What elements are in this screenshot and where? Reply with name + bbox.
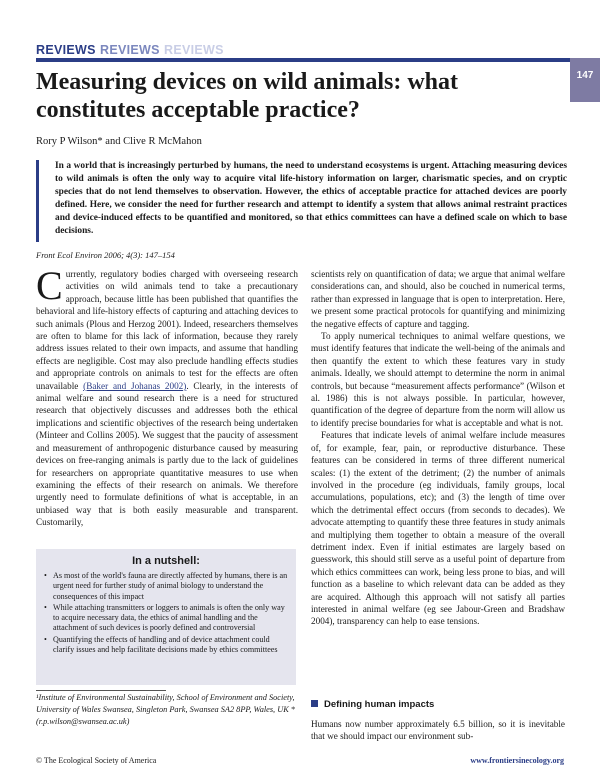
nutshell-item-text: Quantifying the effects of handling and of device attachment could clarify issues and help facilitate decisions made by ethics committees	[53, 634, 278, 655]
reference-link[interactable]: (Baker and Johanas 2002)	[83, 380, 187, 391]
body-paragraph: Features that indicate levels of animal welfare include measures of, for example, fear, pain, or reproductive disturbance. These features can be considered in terms of three different numerical scales: (1) the extent of the detriment; (2) the number of animals involved in the procedure (eg individuals, family groups, local accumulations, populations, etc); and (3) the length of time over which the detrimental effect occurs (from seconds to decades). We advocate attempting to quantify these three features in study animals and multiplying them together to obtain a measure of the overall detriment index. Even if initial estimates are largely based on guesswork, this should still serve as a useful point of departure from which ethics committees can work, being less prone to bias, and will function as a baseline to which relevant data can be added as they are acquired. Although this approach will not satisfy all parties interested in animal welfare (eg see Jabour-Green and Bradshaw 2004), transparency can help to ease tensions.	[311, 430, 565, 627]
body-paragraph: scientists rely on quantification of data; we argue that animal welfare considerations can, and should, also be couched in numerical terms, rather than expressed in language that is open to interpretation. Here, we present some practical protocols for quantifying and minimizing the negative effects of capture and tagging.	[311, 269, 565, 329]
nutshell-item-text: While attaching transmitters or loggers to animals is often the only way to acquire necessary data, the ethics of animal handling and the attachment of such devices is poorly defined and controversial	[53, 602, 285, 633]
footer-website[interactable]: www.frontiersinecology.org	[470, 756, 564, 765]
nutshell-item	[44, 571, 288, 602]
bullet-icon: •	[44, 602, 47, 612]
citation: Front Ecol Environ 2006; 4(3): 147–154	[36, 250, 175, 260]
nutshell-list	[44, 571, 288, 655]
reviews-label-3: REVIEWS	[164, 43, 224, 57]
footer-copyright: © The Ecological Society of America	[36, 756, 157, 765]
bullet-icon: •	[44, 634, 47, 644]
nutshell-item	[44, 603, 288, 634]
nutshell-box	[36, 549, 296, 685]
square-bullet-icon	[311, 700, 318, 707]
reviews-label-1: REVIEWS	[36, 43, 96, 57]
nutshell-heading: In a nutshell:	[132, 555, 200, 567]
body-paragraph: Humans now number approximately 6.5 billion, so it is inevitable that we should impact our environment sub-	[311, 719, 565, 742]
article-authors: Rory P Wilson* and Clive R McMahon	[36, 136, 202, 147]
header-rule	[36, 58, 600, 62]
body-paragraph-1	[36, 263, 298, 529]
nutshell-item-text: As most of the world's fauna are directly affected by humans, there is an urgent need for further study of animal biology to understand the consequences of this impact	[53, 571, 288, 601]
article-title: Measuring devices on wild animals: what constitutes acceptable practice?	[36, 69, 459, 123]
abstract-text: In a world that is increasingly perturbed by humans, the need to understand ecosystems is urgent. Attaching measuring devices to wild animals is often the only way to acquire vital life-history information on larger, charismatic species, and on cryptic species that do not lend themselves to observation. However, the ethics of acceptable practice for attached devices are poorly defined. Here, we consider the need for further research and attempt to identify a system that allows animal restraint practices and device-induced effects to be quantified and monitored, so that ethics committees can have a defined scale on which to base decisions.	[55, 161, 567, 237]
body-column-2-continued	[311, 718, 565, 743]
body-text: . Clearly, in the interests of animal welfare and sound research there is a need for structured research that objectively discusses and addresses both the ethical implications and scientific objectives of the research being undertaken (Minteer and Collins 2005). We suggest that the paucity of assessment and measurement of anthropogenic disturbance caused by measuring devices on free-ranging animals is partly due to the lack of guidelines for researchers on appropriate quantitative measures to use when examining the effects of their research on animals. We therefore urgently need to formulate definitions of what is acceptable, in an unbiased way that is both easily measurable and transparent. Customarily,	[36, 380, 298, 528]
reviews-label-2: REVIEWS	[100, 43, 160, 57]
body-paragraph: To apply numerical techniques to animal welfare questions, we must identify features that indicate the well-being of the animals and then quantify the extent to which these features vary in study animals. Ideally, we should attempt to determine the norm in animal controls, but because “measurement affects performance” (Wilson et al. 1986) this is not always possible. In particular, however, quantification of the degree of departure from the norm will allow us to identify precise boundaries for what is acceptable and what is not.	[311, 331, 565, 428]
affiliation-rule	[36, 690, 166, 691]
body-column-1	[36, 263, 298, 529]
body-column-2	[311, 268, 565, 628]
affiliation: ¹Institute of Environmental Sustainability, School of Environment and Society, University of Wales Swansea, Singleton Park, Swansea SA2 8PP, Wales, UK *(r.p.wilson@swansea.ac.uk)	[36, 693, 295, 726]
page-number: 147	[570, 58, 600, 102]
body-text: urrently, regulatory bodies charged with overseeing research activities on wild animals tend to take a precautionary approach, because little has been published that quantifies the behavioral and life-history effects of capturing and attaching devices to such animals (Plous and Herzog 2001). Indeed, researchers themselves are often to blame for this lack of information, because they rarely address issues related to their own impacts, and assume that handling effects are negligible. Cost may also preclude handling effects studies and appropriate controls on animals to test for the effects are often unavailable	[36, 269, 298, 391]
section-heading-text: Defining human impacts	[324, 699, 435, 710]
drop-cap: C	[36, 263, 63, 308]
bullet-icon: •	[44, 571, 47, 580]
section-heading	[311, 699, 434, 710]
abstract-block	[36, 160, 567, 242]
nutshell-item	[44, 635, 288, 656]
